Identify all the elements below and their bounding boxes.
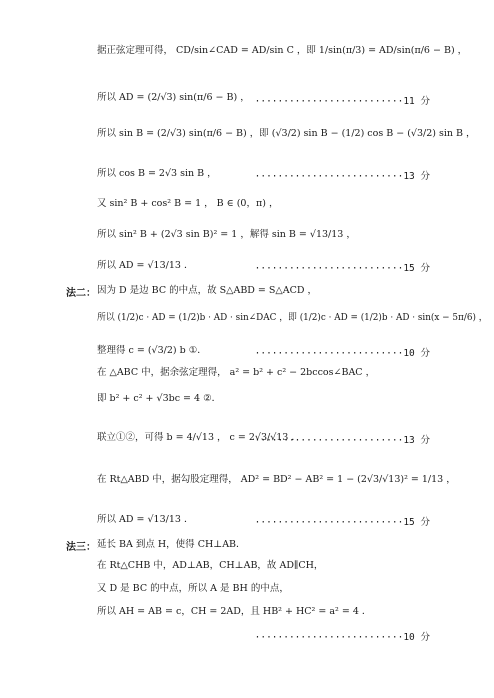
text-line-18: 又 D 是 BC 的中点，所以 A 是 BH 的中点， — [97, 583, 289, 594]
text-line-10: 整理得 c = (√3/2) b ①． — [97, 345, 207, 356]
score-line-15: ··························15 分 — [254, 517, 430, 528]
score-line-4: ··························13 分 — [254, 171, 430, 182]
score-line-20: ··························10 分 — [254, 632, 430, 643]
text-line-8: 因为 D 是边 BC 的中点，故 S△ABD = S△ACD ， — [97, 285, 317, 296]
text-line-16: 延长 BA 到点 H，使得 CH⊥AB． — [97, 539, 246, 550]
method2-label: 法二： — [66, 288, 96, 299]
text-line-19: 所以 AH = AB = c，CH = 2AD，且 HB² + HC² = a² = 4 ． — [97, 606, 372, 617]
text-line-12: 即 b² + c² + √3bc = 4 ②． — [97, 393, 222, 404]
score-line-13: ··························13 分 — [254, 435, 430, 446]
method3-label: 法三： — [66, 542, 96, 553]
text-line-11: 在 △ABC 中，据余弦定理得， a² = b² + c² − 2bccos∠BAC ， — [97, 367, 376, 378]
text-line-9: 所以 (1/2)c · AD = (1/2)b · AD · sin∠DAC ，即 (1/2)c · AD = (1/2)b · AD · sin(x − 5π/6) ， — [97, 312, 488, 323]
text-line-3: 所以 sin B = (2/√3) sin(π/6 − B) ，即 (√3/2) sin B − (1/2) cos B − (√3/2) sin B ， — [97, 128, 476, 139]
text-line-6: 所以 sin² B + (2√3 sin B)² = 1 ，解得 sin B = √13/13 ， — [97, 229, 356, 240]
text-line-4: 所以 cos B = 2√3 sin B ， — [97, 168, 217, 179]
text-line-1: 据正弦定理可得， CD/sin∠CAD = AD/sin C ，即 1/sin(π/3) = AD/sin(π/6 − B) ， — [97, 45, 468, 56]
text-line-14: 在 Rt△ABD 中，据勾股定理得， AD² = BD² − AB² = 1 − (2√3/√13)² = 1/13 ， — [97, 474, 456, 485]
text-line-17: 在 Rt△CHB 中，AD⊥AB，CH⊥AB，故 AD∥CH， — [97, 560, 324, 571]
text-line-7: 所以 AD = √13/13 ． — [97, 260, 194, 271]
text-line-15: 所以 AD = √13/13 ． — [97, 514, 194, 525]
score-line-7: ··························15 分 — [254, 263, 430, 274]
score-line-2: ··························11 分 — [254, 96, 430, 107]
text-line-2: 所以 AD = (2/√3) sin(π/6 − B) ， — [97, 92, 250, 103]
text-line-5: 又 sin² B + cos² B = 1 ， B ∈ (0，π) ， — [97, 198, 279, 209]
text-line-13: 联立①②，可得 b = 4/√13 ， c = 2√3/√13 ． — [97, 432, 301, 443]
score-line-10: ··························10 分 — [254, 348, 430, 359]
